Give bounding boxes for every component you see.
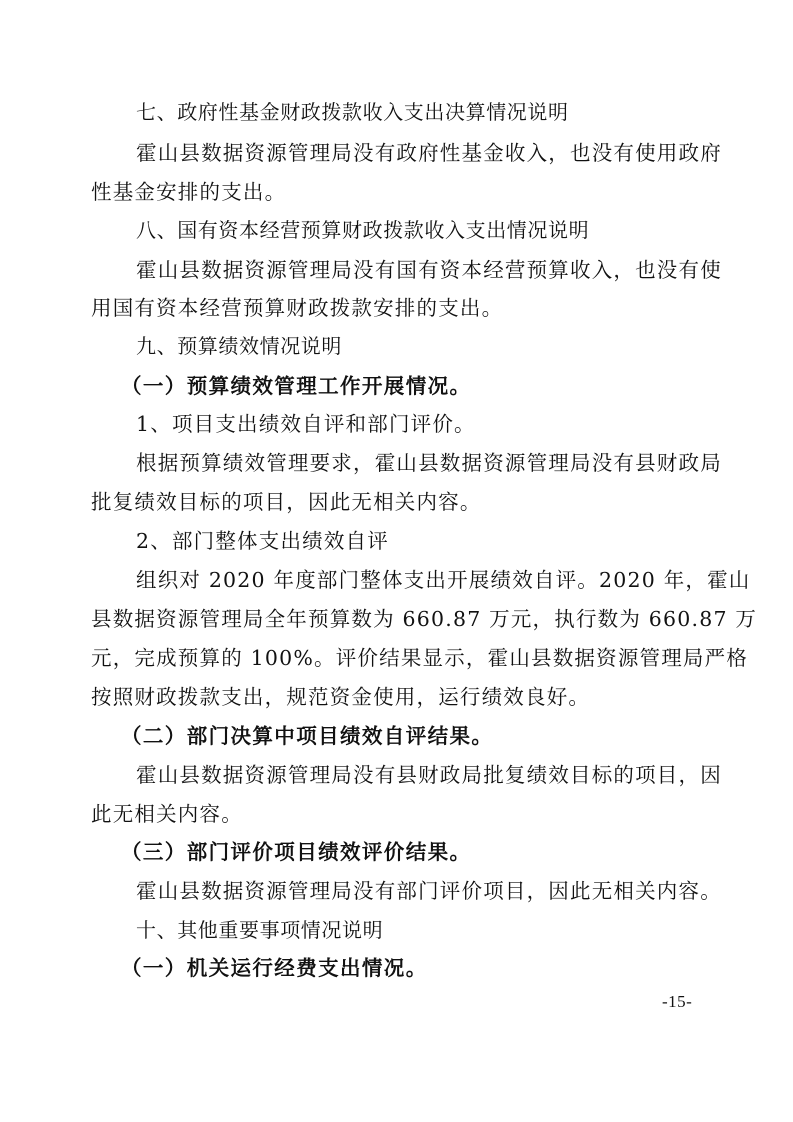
page-number: -15- <box>662 992 693 1011</box>
section-8-paragraph-line-2: 用国有资本经营预算财政拨款安排的支出。 <box>91 296 504 320</box>
section-10-heading: 十、其他重要事项情况说明 <box>136 918 384 942</box>
section-9-heading: 九、预算绩效情况说明 <box>136 334 342 358</box>
section-8-heading: 八、国有资本经营预算财政拨款收入支出情况说明 <box>136 218 590 242</box>
section-9-item-1: 1、项目支出绩效自评和部门评价。 <box>136 412 476 436</box>
section-9-item-2-paragraph-line-1: 组织对 2020 年度部门整体支出开展绩效自评。2020 年，霍山 <box>136 568 751 592</box>
section-9-item-2-paragraph-line-3: 元，完成预算的 100%。评价结果显示，霍山县数据资源管理局严格 <box>91 646 749 670</box>
section-9-subheading-2: （二）部门决算中项目绩效自评结果。 <box>121 724 494 748</box>
section-8-paragraph-line-1: 霍山县数据资源管理局没有国有资本经营预算收入，也没有使 <box>136 258 722 282</box>
section-9-item-2-paragraph-line-2: 县数据资源管理局全年预算数为 660.87 万元，执行数为 660.87 万 <box>91 607 758 631</box>
section-9-subheading-2-paragraph-line-2: 此无相关内容。 <box>91 802 243 826</box>
section-9-item-2: 2、部门整体支出绩效自评 <box>136 529 389 553</box>
section-7-heading: 七、政府性基金财政拨款收入支出决算情况说明 <box>136 100 569 124</box>
section-9-item-1-paragraph-line-2: 批复绩效目标的项目，因此无相关内容。 <box>91 490 482 514</box>
section-9-subheading-1: （一）预算绩效管理工作开展情况。 <box>121 374 472 398</box>
section-9-item-2-paragraph-line-4: 按照财政拨款支出，规范资金使用，运行绩效良好。 <box>91 685 591 709</box>
section-9-subheading-3-paragraph-line-1: 霍山县数据资源管理局没有部门评价项目，因此无相关内容。 <box>136 879 722 903</box>
section-7-paragraph-line-2: 性基金安排的支出。 <box>91 180 287 204</box>
section-7-paragraph-line-1: 霍山县数据资源管理局没有政府性基金收入，也没有使用政府 <box>136 141 722 165</box>
section-9-subheading-2-paragraph-line-1: 霍山县数据资源管理局没有县财政局批复绩效目标的项目，因 <box>136 763 722 787</box>
section-9-subheading-3: （三）部门评价项目绩效评价结果。 <box>121 840 472 864</box>
section-9-item-1-paragraph-line-1: 根据预算绩效管理要求，霍山县数据资源管理局没有县财政局 <box>136 451 722 475</box>
section-10-subheading-1: （一）机关运行经费支出情况。 <box>121 956 428 980</box>
